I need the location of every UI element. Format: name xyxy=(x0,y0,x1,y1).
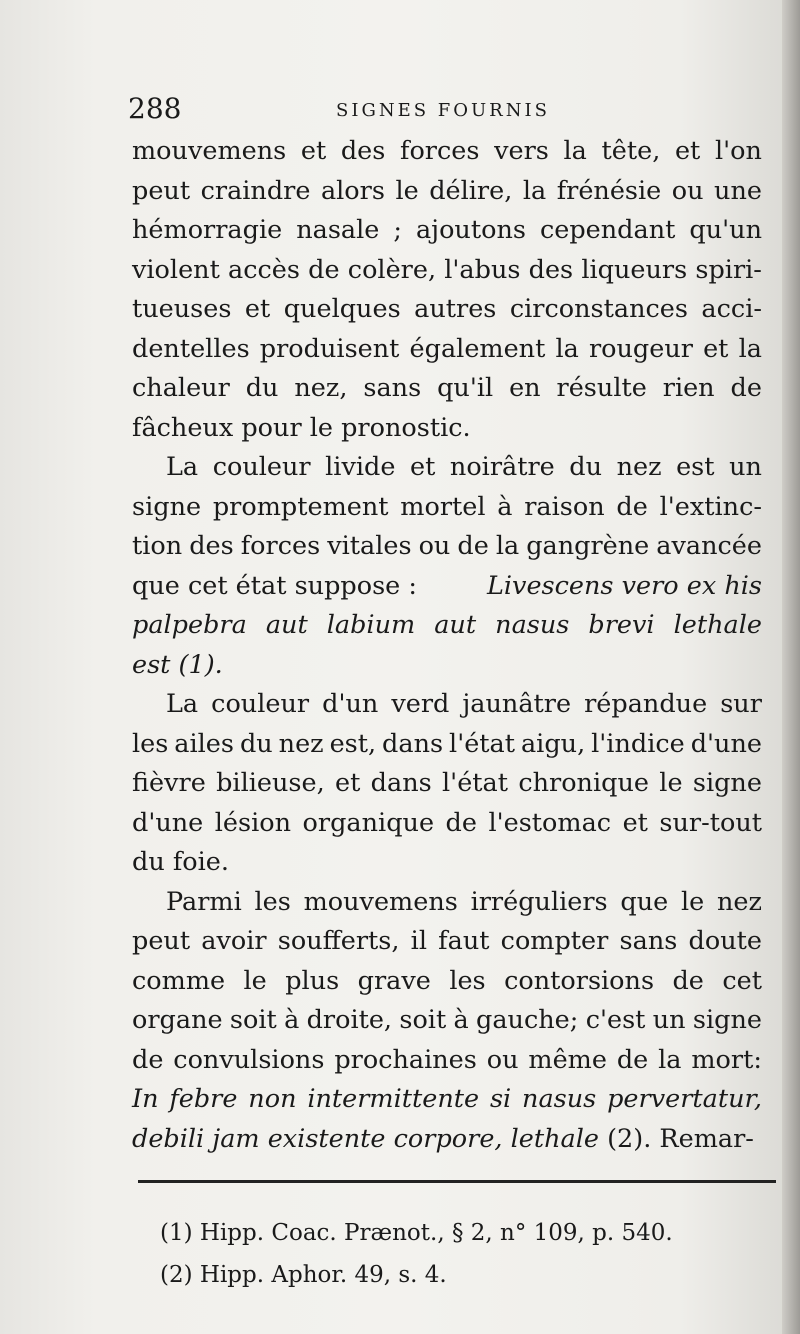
word: la xyxy=(495,531,520,561)
word: à xyxy=(284,1005,300,1035)
word: alors xyxy=(320,175,385,206)
word: gauche; xyxy=(476,1005,579,1035)
word: le xyxy=(395,175,419,206)
word: livide xyxy=(325,452,396,482)
word: des xyxy=(528,254,574,285)
word: de xyxy=(445,807,477,838)
word: organique xyxy=(302,807,435,838)
text-line xyxy=(132,172,762,212)
word: également xyxy=(409,333,546,364)
word: lésion xyxy=(214,807,292,838)
running-head: SIGNES FOURNIS xyxy=(336,100,550,121)
word: Parmi xyxy=(166,886,242,917)
paragraph-start-line xyxy=(132,448,762,488)
word: si xyxy=(489,1084,512,1114)
word: la xyxy=(658,1044,682,1075)
word: la xyxy=(555,333,579,364)
word: tion xyxy=(132,531,183,561)
word: couleur xyxy=(211,689,310,719)
word: palpebra xyxy=(132,610,247,640)
word: circonstances xyxy=(509,294,688,324)
word: du xyxy=(239,728,273,759)
text-line xyxy=(132,527,762,567)
text-line: du foie. xyxy=(132,847,229,877)
word: frénésie xyxy=(556,175,662,206)
word: pervertatur, xyxy=(607,1084,762,1114)
word: quelques xyxy=(283,294,401,324)
word: soit xyxy=(399,1005,447,1035)
word: l'estomac xyxy=(488,807,612,838)
word: peut xyxy=(132,175,191,206)
word: soit xyxy=(229,1005,277,1035)
word: tête, xyxy=(601,136,661,166)
word: du xyxy=(245,373,279,403)
footnote: (2) Hipp. Aphor. 49, s. 4. xyxy=(160,1262,447,1288)
text-line xyxy=(132,251,762,291)
word: cet xyxy=(722,965,762,996)
text-line-mixed xyxy=(132,567,762,607)
word: un xyxy=(652,1005,686,1035)
word: labium xyxy=(326,610,416,640)
word: autres xyxy=(414,294,497,324)
word: l'indice xyxy=(591,728,685,759)
word: un xyxy=(729,452,762,482)
word: La xyxy=(166,452,199,482)
word: craindre xyxy=(200,175,311,206)
word: que xyxy=(620,886,669,917)
word: forces xyxy=(400,136,480,166)
word: à xyxy=(497,491,513,522)
word: de xyxy=(672,965,704,996)
text-line xyxy=(132,488,762,528)
word: dentelles xyxy=(132,333,250,364)
word: nasale xyxy=(296,215,380,245)
word: et xyxy=(244,294,271,324)
word: mort: xyxy=(691,1044,762,1075)
word: ; xyxy=(393,215,402,245)
word: une xyxy=(714,175,762,206)
word: qu'un xyxy=(689,215,762,245)
word: dans xyxy=(382,728,444,759)
word: chaleur xyxy=(132,373,230,403)
word: la xyxy=(563,136,587,166)
word: les xyxy=(132,728,169,759)
word: l'état xyxy=(449,728,516,759)
word: en xyxy=(509,373,541,403)
word: la xyxy=(738,333,762,364)
word: sans xyxy=(619,926,678,956)
word: liqueurs xyxy=(581,254,688,285)
word: sur xyxy=(720,689,762,719)
word: et xyxy=(703,333,729,364)
text-line: fâcheux pour le pronostic. xyxy=(132,412,471,443)
word: les xyxy=(449,965,486,996)
word: febre xyxy=(169,1084,238,1114)
word: et xyxy=(622,807,648,838)
word: bilieuse, xyxy=(216,768,325,798)
page-number: 288 xyxy=(128,92,182,125)
word: et xyxy=(410,452,436,482)
word: des xyxy=(340,136,386,166)
word: accès xyxy=(228,254,300,285)
latin-quotation-line xyxy=(132,1080,762,1120)
text-segment: que cet état suppose : xyxy=(132,570,426,601)
footnotes xyxy=(160,1212,760,1296)
word: signe xyxy=(692,1005,762,1035)
text-line xyxy=(132,211,762,251)
word: il xyxy=(410,926,427,956)
latin-quotation-line xyxy=(132,606,762,646)
word: sans xyxy=(363,373,422,403)
word: de xyxy=(616,491,648,522)
word: c'est xyxy=(585,1005,646,1035)
footnote-rule xyxy=(138,1180,776,1183)
word: mortel xyxy=(400,491,486,522)
word: non xyxy=(248,1084,297,1114)
word: mouvemens xyxy=(132,136,287,166)
word: signe xyxy=(132,491,202,522)
word: nez xyxy=(716,886,762,917)
word: ajoutons xyxy=(415,215,526,245)
latin-quotation: Livescens vero ex his xyxy=(486,570,762,601)
latin-quotation-line: est (1). xyxy=(132,649,223,680)
word: couleur xyxy=(212,452,311,482)
word: organe xyxy=(132,1005,223,1035)
word: d'une xyxy=(132,807,204,838)
word: nasus xyxy=(495,610,570,640)
word: soufferts, xyxy=(277,926,400,956)
word: et xyxy=(335,768,361,798)
word: vitales xyxy=(327,531,412,561)
word: de xyxy=(308,254,340,285)
word: spiri- xyxy=(695,254,762,285)
word: tueuses xyxy=(132,294,232,324)
word: et xyxy=(674,136,701,166)
word: forces xyxy=(240,531,321,561)
word: chronique xyxy=(518,768,649,798)
word: l'abus xyxy=(444,254,521,285)
word: l'on xyxy=(714,136,762,166)
word: lethale xyxy=(673,610,762,640)
word: compter xyxy=(500,926,609,956)
word: le xyxy=(680,886,705,917)
word: verd xyxy=(391,689,450,719)
word: intermittente xyxy=(307,1084,480,1114)
word: brevi xyxy=(588,610,655,640)
word: promptement xyxy=(212,491,389,522)
word: plus xyxy=(285,965,340,996)
word: faut xyxy=(438,926,490,956)
text-line xyxy=(132,804,762,844)
latin-quotation: debili jam existente corpore, lethale xyxy=(132,1123,599,1154)
word: les xyxy=(254,886,291,917)
word: délire, xyxy=(429,175,513,206)
body-text xyxy=(132,132,762,1159)
word: avancée xyxy=(656,531,762,561)
word: nez, xyxy=(294,373,348,403)
word: de xyxy=(616,1044,649,1075)
page-header xyxy=(128,92,768,132)
word: du xyxy=(569,452,603,482)
word: signe xyxy=(692,768,762,798)
word: ou xyxy=(486,1044,519,1075)
word: résulte xyxy=(556,373,647,403)
text-line xyxy=(132,369,762,409)
word: nez xyxy=(616,452,662,482)
word: peut xyxy=(132,926,191,956)
word: à xyxy=(453,1005,469,1035)
word: ou xyxy=(418,531,451,561)
word: le xyxy=(659,768,683,798)
word: prochaines xyxy=(334,1044,477,1075)
word: des xyxy=(189,531,234,561)
word: droite, xyxy=(306,1005,393,1035)
word: contorsions xyxy=(504,965,655,996)
paragraph-start-line xyxy=(132,883,762,923)
text-line xyxy=(132,725,762,765)
word: répandue xyxy=(584,689,708,719)
word: doute xyxy=(688,926,762,956)
text-line xyxy=(132,1001,762,1041)
footnote: (1) Hipp. Coac. Prænot., § 2, n° 109, p. 540. xyxy=(160,1220,673,1246)
word: aut xyxy=(265,610,308,640)
text-line-mixed xyxy=(132,1120,762,1160)
paragraph-start-line xyxy=(132,685,762,725)
word: noirâtre xyxy=(449,452,555,482)
word: est xyxy=(676,452,715,482)
word: La xyxy=(166,689,199,719)
word: comme xyxy=(132,965,226,996)
word: qu'il xyxy=(437,373,494,403)
word: cependant xyxy=(539,215,676,245)
word: de xyxy=(730,373,762,403)
text-line xyxy=(132,764,762,804)
word: In xyxy=(132,1084,159,1114)
word: vers xyxy=(494,136,549,166)
text-line xyxy=(132,962,762,1002)
text-line xyxy=(132,290,762,330)
word: raison xyxy=(524,491,605,522)
word: convulsions xyxy=(173,1044,325,1075)
word: avoir xyxy=(201,926,267,956)
word: ou xyxy=(671,175,704,206)
word: d'un xyxy=(322,689,379,719)
word: aigu, xyxy=(520,728,586,759)
word: et xyxy=(300,136,327,166)
word: la xyxy=(522,175,547,206)
word: violent xyxy=(132,254,220,285)
page-spine-shadow xyxy=(782,0,800,1334)
text-segment: (2). Remar- xyxy=(598,1123,754,1154)
word: dans xyxy=(370,768,432,798)
word: colère, xyxy=(347,254,437,285)
word: mouvemens xyxy=(303,886,458,917)
text-line xyxy=(132,132,762,172)
word: de xyxy=(132,1044,164,1075)
word: de xyxy=(457,531,489,561)
word: nasus xyxy=(522,1084,597,1114)
word: jaunâtre xyxy=(462,689,572,719)
text-line xyxy=(132,330,762,370)
text-line xyxy=(132,1041,762,1081)
word: l'extinc- xyxy=(659,491,762,522)
word: produisent xyxy=(259,333,400,364)
word: d'une xyxy=(690,728,762,759)
word: nez xyxy=(278,728,324,759)
word: même xyxy=(528,1044,607,1075)
word: aut xyxy=(434,610,477,640)
word: est, xyxy=(329,728,377,759)
word: acci- xyxy=(701,294,762,324)
word: irréguliers xyxy=(470,886,608,917)
text-line xyxy=(132,922,762,962)
word: fièvre xyxy=(132,768,206,798)
word: hémorragie xyxy=(132,215,283,245)
word: ailes xyxy=(174,728,234,759)
word: rien xyxy=(662,373,715,403)
word: grave xyxy=(357,965,431,996)
word: l'état xyxy=(442,768,508,798)
word: gangrène xyxy=(526,531,650,561)
word: rougeur xyxy=(588,333,693,364)
word: le xyxy=(243,965,267,996)
word: sur-tout xyxy=(659,807,762,838)
